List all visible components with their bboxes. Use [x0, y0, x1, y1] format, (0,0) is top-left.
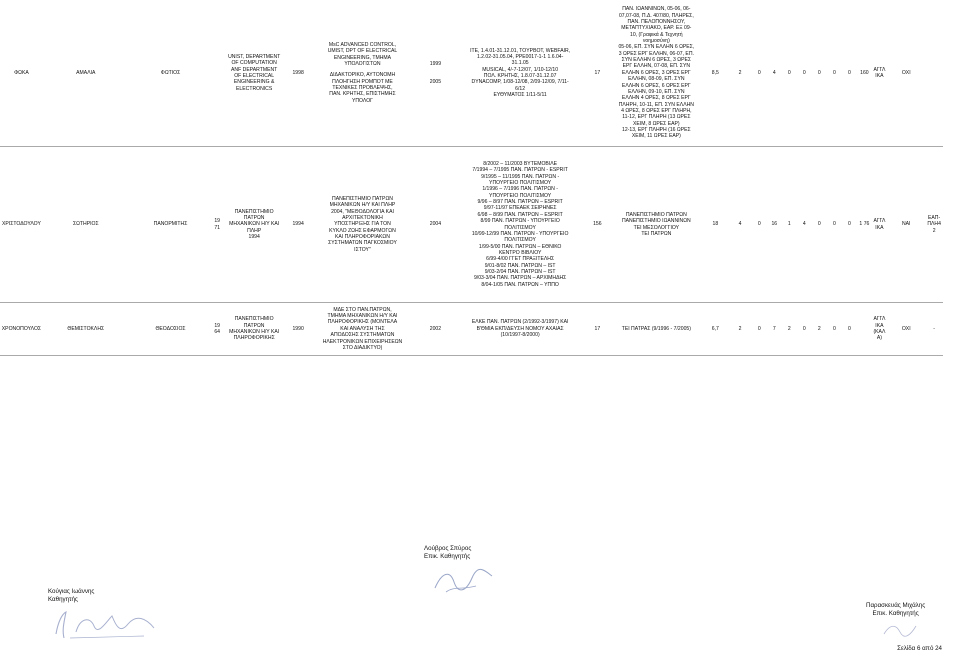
research-cell: 8/2002 – 11/2003 ΒΥΤΕΜΟΒΙΛΕ 7/1994 – 7/1995 ΠΑΝ. ΠΑΤΡΩΝ - ESPRIT 9/1995 – 11/1995 ΠΑΝ. ΠΑΤΡΩΝ - ΥΠΟΥΡΓΕΙΟ ΠΟΛΙΤΙΣΜΟΥ 1/1996 – 7/1996 ΠΑΝ. ΠΑΤΡΩΝ - ΥΠΟΥΡΓΕΙΟ ΠΟΛΙΤΙΣΜΟΥ 9/96 – 8/97 ΠΑΝ. ΠΑΤΡΩΝ – ESPRIT 9/97-11/97 ΕΠΕΑΕΚ ΣΕΙΡΗΝΕΣ 6/98 – 8/99 ΠΑΝ. ΠΑΤΡΩΝ – ESPRIT 8/99 ΠΑΝ. ΠΑΤΡΩΝ - ΥΠΟΥΡΓΕΙΟ ΠΟΛΙΤΙΣΜΟΥ 10/99-12/99 ΠΑΝ. ΠΑΤΡΩΝ - ΥΠΟΥΡΓΕΙΟ ΠΟΛΙΤΙΣΜΟΥ 1/99-5/00 ΠΑΝ. ΠΑΤΡΩΝ – ΕΘΝΙΚΟ ΚΕΝΤΡΟ ΒΙΒΛΙΟΥ 6/99-4/00 ΓΓΕΤ ΠΡΑΞΙΤΕΛΗΣ 9/01-8/02 ΠΑΝ. ΠΑΤΡΩΝ – IST 9/03-2/04 ΠΑΝ. ΠΑΤΡΩΝ – IST 9/03-3/04 ΠΑΝ. ΠΑΤΡΩΝ – ΑΡΧΙΜΗΔΗΣ 8/04-1/05 ΠΑΝ. ΠΑΤΡΩΝ – ΥΠΠΟ — [456, 147, 585, 303]
birth-year-cell — [212, 0, 222, 147]
score-cell: 16 — [767, 147, 782, 303]
score-cell: 0 — [827, 147, 842, 303]
language-cell: ΑΓΓΛΙΚΑ — [872, 147, 887, 303]
score-cell: 0 — [842, 303, 857, 356]
score-cell — [857, 303, 872, 356]
score-cell: 0 — [797, 303, 812, 356]
father-name-cell: ΠΑΝΟΡΜΙΤΗΣ — [129, 147, 213, 303]
score-cell: 4 — [728, 147, 752, 303]
signatory-name: Λούβρος Σπύρος — [424, 545, 472, 552]
degree-cell: ΠΑΝΕΠΙΣΤΗΜΙΟ ΠΑΤΡΩΝ ΜΗΧΑΝΙΚΩΝ Η/Υ ΚΑΙ ΠΛΗΡΟΦΟΡΙΚΗΣ — [222, 303, 286, 356]
score-cell: 18 — [702, 147, 728, 303]
score-cell: 2 — [728, 0, 752, 147]
research-years-cell: 156 — [584, 147, 610, 303]
degree-year-cell: 1998 — [286, 0, 310, 147]
surname-cell: ΧΡΙΣΤΟΔΟΥΛΟΥ — [0, 147, 43, 303]
postgrad-year-cell: 2004 — [415, 147, 456, 303]
score-cell: 4 — [767, 0, 782, 147]
postgrad-cell: ΠΑΝΕΠΙΣΤΗΜΙΟ ΠΑΤΡΩΝ ΜΗΧΑΝΙΚΩΝ Η/Υ ΚΑΙ ΠΛΗΡ 2004, "ΜΕΘΟΔΟΛΟΓΙΑ ΚΑΙ ΑΡΧΙΤΕΚΤΟΝΙΚΗ ΥΠΟΣΤΗΡΙΞΗΣ ΓΙΑ ΤΟΝ ΚΥΚΛΟ ΖΩΗΣ ΕΦΑΡΜΟΓΩΝ ΚΑΙ ΠΛΗΡΟΦΟΡΙΑΚΩΝ ΣΥΣΤΗΜΑΤΩΝ ΠΑΓΚΟΣΜΙΟΥ ΙΣΤΟΥ" — [310, 147, 415, 303]
score-cell: 0 — [842, 147, 857, 303]
signatory-name: Παρασκευάς Μιχάλης — [866, 602, 926, 609]
extra-cell — [926, 0, 943, 147]
father-name-cell: ΘΕΟΔΟΣΙΟΣ — [129, 303, 213, 356]
flag-cell: ΟΧΙ — [887, 0, 926, 147]
score-cell: 0 — [797, 0, 812, 147]
father-name-cell: ΦΩΤΙΟΣ — [129, 0, 213, 147]
score-cell: 0 — [812, 147, 827, 303]
postgrad-cell: ΜΔΕ ΣΤΟ ΠΑΝ.ΠΑΤΡΩΝ, ΤΜΗΜΑ ΜΗΧΑΝΙΚΩΝ Η/Υ ΚΑΙ ΠΛΗΡΟΦΟΡΙΚΗΣ (ΜΟΝΤΕΛΑ ΚΑΙ ΑΝΑΛΥΣΗ ΤΗΣ ΑΠΟΔΟΣΗΣ ΣΥΣΤΗΜΑΤΩΝ ΗΛΕΚΤΡΟΝΙΚΩΝ ΕΠΙΧΕΙΡΗΣΕΩΝ ΣΤΟ ΔΙΑΔΙΚΤΥΟ) — [310, 303, 415, 356]
research-years-cell: 17 — [584, 0, 610, 147]
score-cell: 160 — [857, 0, 872, 147]
score-cell: 2 — [782, 303, 797, 356]
table-row — [0, 147, 960, 303]
postgrad-year-cell: 2002 — [415, 303, 456, 356]
degree-cell: ΠΑΝΕΠΙΣΤΗΜΙΟ ΠΑΤΡΩΝ ΜΗΧΑΝΙΚΩΝ Η/Υ ΚΑΙ ΠΛΗΡ 1994 — [222, 147, 286, 303]
research-years-cell: 17 — [584, 303, 610, 356]
score-cell: 0 — [752, 303, 767, 356]
table-row — [0, 0, 960, 147]
handwritten-signature-center — [432, 566, 496, 596]
score-cell: 0 — [752, 0, 767, 147]
score-cell: 2 — [812, 303, 827, 356]
flag-cell: ΟΧΙ — [887, 303, 926, 356]
surname-cell: ΦΩΚΑ — [0, 0, 43, 147]
score-cell: 0 — [827, 0, 842, 147]
flag-cell: ΝΑΙ — [887, 147, 926, 303]
research-cell: ΕΛΚΕ ΠΑΝ. ΠΑΤΡΩΝ (2/1992-3/1997) ΚΑΙ Β'ΘΜΙΑ ΕΚΠ/ΔΕΥΣΗ ΝΟΜΟΥ ΑΧΑΙΑΣ (10/1997-8/2000) — [456, 303, 585, 356]
name-cell: ΣΩΤΗΡΙΟΣ — [43, 147, 129, 303]
teaching-cell: ΤΕΙ ΠΑΤΡΑΣ (9/1996 - 7/2005) — [610, 303, 702, 356]
signature-block-center — [424, 545, 471, 561]
name-cell: ΘΕΜΙΣΤΟΚΛΗΣ — [43, 303, 129, 356]
signatory-title: Επικ. Καθηγητής — [872, 610, 919, 618]
score-cell: 8,5 — [702, 0, 728, 147]
extra-cell: - — [926, 303, 943, 356]
handwritten-signature-right — [880, 620, 920, 640]
signature-block-left — [48, 588, 94, 604]
teaching-cell: ΠΑΝ. ΙΩΑΝΝΙΝΩΝ, 05-06, 06- 07,07-08, Π.Δ. 407/80, ΠΛΗΡΕΣ, ΠΑΝ. ΠΕΛΟΠΟΝΝΗΣΟΥ, ΜΕΤΑΠΤΥΧΙΑΚΟ, ΕΑΡ. ΕΞ 09- 10, (Γραφικά & Τεχνητή νοημοσύνη) 05-06, ΕΠ. ΣΥΝ ΕΛΛΗΝ 6 ΩΡΕΣ, 3 ΩΡΕΣ ΕΡΓ ΕΛΛΗΝ, 06-07, ΕΠ. ΣΥΝ ΕΛΛΗΝ 6 ΩΡΕΣ, 3 ΩΡΕΣ ΕΡΓ ΕΛΛΗΝ, 07-08, ΕΠ. ΣΥΝ ΕΛΛΗΝ 6 ΩΡΕΣ, 3 ΩΡΕΣ ΕΡΓ ΕΛΛΗΝ, 08-09, ΕΠ. ΣΥΝ ΕΛΛΗΝ 6 ΩΡΕΣ, 6 ΩΡΕΣ ΕΡΓ ΕΛΛΗΝ, 09-10, ΕΠ. ΣΥΝ ΕΛΛΗΝ 4 ΩΡΕΣ, 8 ΩΡΕΣ ΕΡΓ ΠΛΗΡΗ, 10-11, ΕΠ. ΣΥΝ ΕΛΛΗΝ 4 ΩΡΕΣ, 8 ΩΡΕΣ ΕΡΓ ΠΛΗΡΗ, 11-12, ΕΡΓ ΠΛΗΡΗ (13 ΩΡΕΣ ΧΕΙΜ, 8 ΩΡΕΣ ΕΑΡ) 12-13, ΕΡΓ ΠΛΗΡΗ (16 ΩΡΕΣ ΧΕΙΜ, 11 ΩΡΕΣ ΕΑΡ) — [610, 0, 702, 147]
birth-year-cell: 1964 — [212, 303, 222, 356]
research-cell: ITE, 1.4.01-31.12.01, TOYPBOT, WEBFAIR, 1.2.02-31.05.04, PPE0017-1-1 1.6.04- 31.1.05 MUSICAL, 4/-7-12/07, 1/10-12/10 ΠΟΛ. ΚΡΗΤΗΣ, 1.8.07-31.12.07 DYNACOMP, 1/08-12/08, 2/09-12/09, 7/11- 6/12 ΕΥΘΥΜΑΤΟΣ 1/11-5/11 — [456, 0, 585, 147]
score-cell: 6,7 — [702, 303, 728, 356]
birth-year-cell: 1971 — [212, 147, 222, 303]
score-cell: 0 — [782, 0, 797, 147]
surname-cell: ΧΡΟΝΟΠΟΥΛΟΣ — [0, 303, 43, 356]
postgrad-year-cell: 1999 2005 — [415, 0, 456, 147]
score-cell: 0 — [752, 147, 767, 303]
language-cell: ΑΓΓΛΙΚΑ (ΚΑΛΑ) — [872, 303, 887, 356]
score-cell: 1 76 — [857, 147, 872, 303]
score-cell: 0 — [812, 0, 827, 147]
page-number: Σελίδα 6 από 24 — [897, 645, 942, 652]
teaching-cell: ΠΑΝΕΠΙΣΤΗΜΙΟ ΠΑΤΡΩΝ ΠΑΝΕΠΙΣΤΗΜΙΟ ΙΩΑΝΝΙΝΩΝ ΤΕΙ ΜΕΣΟΛΟΓΓΙΟΥ ΤΕΙ ΠΑΤΡΩΝ — [610, 147, 702, 303]
language-cell: ΑΓΓΛΙΚΑ — [872, 0, 887, 147]
handwritten-signature-left — [50, 608, 160, 642]
signatory-title: Επικ. Καθηγητής — [424, 553, 471, 561]
postgrad-cell: MsC ADVANCED CONTROL, UMIST, DPT OF ELECTRICAL ENGINEERING, ΤΜΗΜΑ ΥΠΟΛΟΓΙΣΤΩΝ ΔΙΔΑΚΤΟΡΙΚΟ, ΑΥΤΟΝΟΜΗ ΠΛΟΗΓΗΣΗ ΡΟΜΠΟΤ ΜΕ ΤΕΧΝΙΚΕΣ ΠΡΟΒΛΕΨΗΣ, ΠΑΝ. ΚΡΗΤΗΣ, ΕΠΙΣΤΗΜΗΣ ΥΠΟΛΟΓ — [310, 0, 415, 147]
score-cell: 2 — [728, 303, 752, 356]
extra-cell: ΕΑΠ-ΠΛΗ42 — [926, 147, 943, 303]
signatory-name: Κούγιας Ιωάννης — [48, 588, 95, 595]
score-cell: 0 — [827, 303, 842, 356]
score-cell: 7 — [767, 303, 782, 356]
degree-year-cell: 1994 — [286, 147, 310, 303]
signature-block-right — [866, 602, 925, 618]
score-cell: 0 — [842, 0, 857, 147]
degree-year-cell: 1990 — [286, 303, 310, 356]
table-row — [0, 303, 960, 356]
signatory-title: Καθηγητής — [48, 596, 78, 604]
degree-cell: UNIST, DEPARTMENT OF COMPUTATION ANF DEPARTMENT OF ELECTRICAL ENGINEERING & ELECTRONICS — [222, 0, 286, 147]
score-cell: 4 — [797, 147, 812, 303]
score-cell: 1 — [782, 147, 797, 303]
name-cell: ΑΜΑΛΙΑ — [43, 0, 129, 147]
